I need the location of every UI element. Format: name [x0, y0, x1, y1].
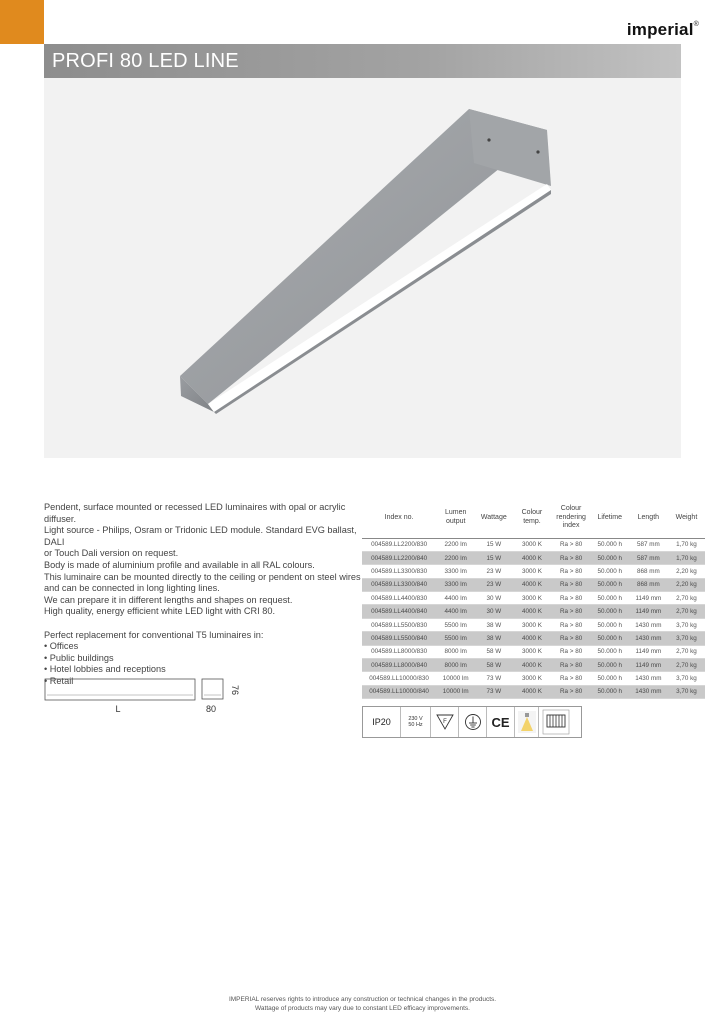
table-cell: 1430 mm — [629, 632, 668, 645]
table-cell: Ra > 80 — [552, 538, 591, 551]
brand-name: imperial — [626, 20, 694, 39]
table-cell: Ra > 80 — [552, 605, 591, 618]
table-cell: 50.000 h — [591, 592, 629, 605]
table-cell: 587 mm — [629, 538, 668, 551]
table-cell: 10000 lm — [436, 685, 475, 698]
table-cell: 3,70 kg — [668, 672, 705, 685]
voltage-block — [401, 707, 431, 737]
width-label: 80 — [205, 704, 217, 714]
header-wattage: Wattage — [475, 498, 512, 538]
table-cell: 3000 K — [512, 592, 551, 605]
table-row — [362, 565, 705, 578]
table-cell: 50.000 h — [591, 685, 629, 698]
dimension-drawing — [44, 678, 254, 718]
table-cell: 38 W — [475, 632, 512, 645]
table-row — [362, 618, 705, 631]
table-cell: 4000 K — [512, 605, 551, 618]
use-item: • Offices — [44, 641, 362, 653]
end-cap-screw-top — [487, 138, 490, 141]
header-lifetime: Lifetime — [591, 498, 629, 538]
table-cell: Ra > 80 — [552, 618, 591, 631]
table-cell: Ra > 80 — [552, 565, 591, 578]
table-cell: 73 W — [475, 672, 512, 685]
table-cell: 1149 mm — [629, 605, 668, 618]
table-cell: 004589.LL5500/830 — [362, 618, 436, 631]
table-cell: 4000 K — [512, 632, 551, 645]
table-cell: Ra > 80 — [552, 592, 591, 605]
table-cell: 50.000 h — [591, 551, 629, 564]
table-cell: Ra > 80 — [552, 659, 591, 672]
table-cell: 8000 lm — [436, 645, 475, 658]
table-cell: 30 W — [475, 592, 512, 605]
table-cell: 2,70 kg — [668, 592, 705, 605]
table-cell: Ra > 80 — [552, 645, 591, 658]
table-cell: 1149 mm — [629, 592, 668, 605]
table-cell: 1430 mm — [629, 685, 668, 698]
table-cell: 2200 lm — [436, 538, 475, 551]
table-cell: 50.000 h — [591, 578, 629, 591]
table-row — [362, 645, 705, 658]
table-cell: 1,70 kg — [668, 551, 705, 564]
table-cell: 3,70 kg — [668, 632, 705, 645]
ce-mark-icon: CE — [487, 707, 515, 737]
table-cell: 868 mm — [629, 565, 668, 578]
table-cell: 2,20 kg — [668, 565, 705, 578]
footer-disclaimer — [0, 996, 725, 1013]
table-cell: 2,70 kg — [668, 605, 705, 618]
table-cell: 004589.LL4400/830 — [362, 592, 436, 605]
description-line-8: High quality, energy efficient white LED light with CRI 80. — [44, 606, 275, 617]
description-line-2: Light source - Philips, Osram or Tridonic LED module. Standard EVG ballast, DALI — [44, 525, 357, 547]
table-cell: 587 mm — [629, 551, 668, 564]
table-cell: 2,20 kg — [668, 578, 705, 591]
description-line-1: Pendent, surface mounted or recessed LED luminaires with opal or acrylic diffuser. — [44, 502, 346, 524]
table-cell: Ra > 80 — [552, 685, 591, 698]
table-cell: Ra > 80 — [552, 672, 591, 685]
table-cell: 2200 lm — [436, 551, 475, 564]
table-cell: 3000 K — [512, 565, 551, 578]
table-cell: 004589.LL2200/840 — [362, 551, 436, 564]
table-cell: 15 W — [475, 538, 512, 551]
spec-table — [362, 498, 705, 699]
header-index: Index no. — [362, 498, 436, 538]
table-cell: 5500 lm — [436, 618, 475, 631]
table-cell: 868 mm — [629, 578, 668, 591]
f-mark-text: F — [442, 719, 447, 725]
table-cell: 23 W — [475, 565, 512, 578]
table-cell: 004589.LL4400/840 — [362, 605, 436, 618]
table-cell: 1149 mm — [629, 645, 668, 658]
table-row — [362, 685, 705, 698]
f-mark-icon — [431, 707, 459, 737]
use-item: • Hotel lobbies and receptions — [44, 664, 362, 676]
description-line-3: or Touch Dali version on request. — [44, 548, 179, 559]
table-cell: 3000 K — [512, 645, 551, 658]
product-description — [44, 502, 362, 688]
table-cell: 004589.LL2200/830 — [362, 538, 436, 551]
replacement-intro: Perfect replacement for conventional T5 luminaires in: — [44, 629, 264, 640]
product-title: PROFI 80 LED LINE — [52, 50, 239, 72]
description-line-7: We can prepare it in different lengths and shapes on request. — [44, 594, 293, 605]
end-cap-screw-bottom — [536, 150, 539, 153]
table-cell: 58 W — [475, 645, 512, 658]
table-cell: 1149 mm — [629, 659, 668, 672]
use-item: • Public buildings — [44, 653, 362, 665]
table-cell: 1430 mm — [629, 672, 668, 685]
table-cell: 3000 K — [512, 618, 551, 631]
title-bar — [44, 44, 681, 78]
table-row — [362, 659, 705, 672]
lamp-icon — [515, 707, 539, 737]
table-row — [362, 578, 705, 591]
voltage-value: 230 V — [408, 716, 423, 722]
brand-registered-mark: ® — [693, 21, 699, 29]
protection-class-icon — [459, 707, 487, 737]
table-cell: 10000 lm — [436, 672, 475, 685]
table-cell: 5500 lm — [436, 632, 475, 645]
table-cell: 2,70 kg — [668, 645, 705, 658]
footer-line-2: Wattage of products may vary due to constant LED efficacy improvements. — [255, 1004, 470, 1012]
length-label: L — [115, 704, 121, 714]
table-cell: 8000 lm — [436, 659, 475, 672]
table-cell: 4000 K — [512, 551, 551, 564]
table-row — [362, 632, 705, 645]
height-label: 76 — [230, 684, 240, 696]
header-cri: Colour rendering index — [552, 498, 591, 538]
table-cell: 50.000 h — [591, 645, 629, 658]
table-cell: 004589.LL3300/840 — [362, 578, 436, 591]
table-cell: 1,70 kg — [668, 538, 705, 551]
table-cell: 004589.LL10000/840 — [362, 685, 436, 698]
header-colour-temp: Colour temp. — [512, 498, 551, 538]
cross-section-outline — [202, 679, 223, 699]
table-cell: 004589.LL5500/840 — [362, 632, 436, 645]
table-cell: 2,70 kg — [668, 659, 705, 672]
table-cell: 15 W — [475, 551, 512, 564]
table-cell: 73 W — [475, 685, 512, 698]
brand-logo — [627, 20, 699, 40]
table-cell: 3000 K — [512, 672, 551, 685]
table-cell: 30 W — [475, 605, 512, 618]
table-cell: 4400 lm — [436, 605, 475, 618]
table-cell: Ra > 80 — [552, 551, 591, 564]
description-line-6: and can be connected in long lighting lines. — [44, 583, 220, 594]
description-line-5: This luminaire can be mounted directly to the ceiling or pendent on steel wires — [44, 571, 361, 582]
table-cell: 38 W — [475, 618, 512, 631]
table-cell: 4400 lm — [436, 592, 475, 605]
table-row — [362, 672, 705, 685]
table-cell: 3300 lm — [436, 578, 475, 591]
table-row — [362, 605, 705, 618]
certification-strip — [362, 706, 582, 738]
table-cell: 23 W — [475, 578, 512, 591]
table-cell: 4000 K — [512, 578, 551, 591]
table-cell: 50.000 h — [591, 605, 629, 618]
table-cell: 004589.LL3300/830 — [362, 565, 436, 578]
table-cell: 50.000 h — [591, 565, 629, 578]
header-lumen: Lumen output — [436, 498, 475, 538]
table-cell: 50.000 h — [591, 659, 629, 672]
table-cell: 1430 mm — [629, 618, 668, 631]
table-cell: 50.000 h — [591, 632, 629, 645]
table-cell: 004589.LL10000/830 — [362, 672, 436, 685]
table-cell: 4000 K — [512, 659, 551, 672]
header-weight: Weight — [668, 498, 705, 538]
luminaire-illustration — [44, 78, 681, 458]
table-row — [362, 592, 705, 605]
table-cell: 50.000 h — [591, 672, 629, 685]
table-cell: 50.000 h — [591, 538, 629, 551]
corner-accent-tab — [0, 0, 44, 44]
frequency-value: 50 Hz — [408, 722, 423, 728]
table-cell: Ra > 80 — [552, 632, 591, 645]
table-cell: 3,70 kg — [668, 618, 705, 631]
description-line-4: Body is made of aluminium profile and available in all RAL colours. — [44, 559, 315, 570]
spec-table-body — [362, 538, 705, 699]
table-cell: 4000 K — [512, 685, 551, 698]
table-cell: 3,70 kg — [668, 685, 705, 698]
table-cell: 3000 K — [512, 538, 551, 551]
table-row — [362, 551, 705, 564]
side-profile-outline — [45, 679, 195, 700]
table-cell: 58 W — [475, 659, 512, 672]
ip-rating: IP20 — [363, 707, 401, 737]
header-length: Length — [629, 498, 668, 538]
footer-line-1: IMPERIAL reserves rights to introduce any construction or technical changes in the products. — [228, 996, 497, 1003]
use-item: • Retail — [44, 676, 362, 688]
led-module-icon — [539, 707, 573, 737]
table-header-row — [362, 498, 705, 538]
table-cell: 50.000 h — [591, 618, 629, 631]
table-cell: 004589.LL8000/840 — [362, 659, 436, 672]
product-photo — [44, 78, 681, 458]
table-cell: Ra > 80 — [552, 578, 591, 591]
table-cell: 3300 lm — [436, 565, 475, 578]
table-cell: 004589.LL8000/830 — [362, 645, 436, 658]
table-row — [362, 538, 705, 551]
